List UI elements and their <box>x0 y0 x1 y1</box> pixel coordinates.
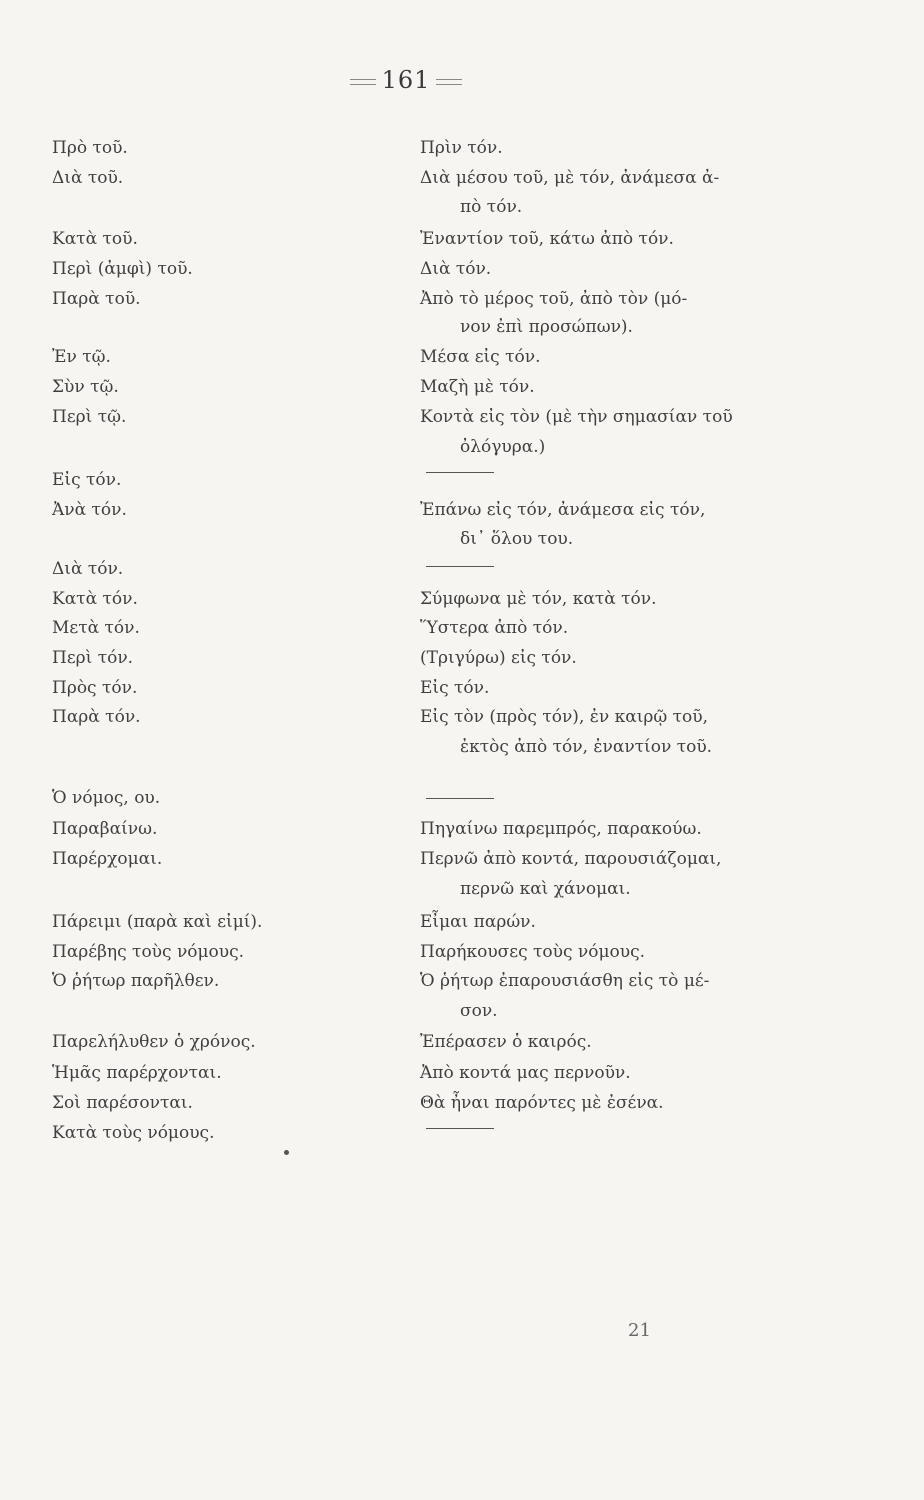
right-line: ἐκτὸς ἀπὸ τόν, ἐναντίον τοῦ. <box>460 737 713 757</box>
section-divider <box>426 472 494 473</box>
left-line: Περὶ τῷ. <box>52 407 127 427</box>
right-line: νον ἐπὶ προσώπων). <box>460 317 633 337</box>
left-line: Περὶ τόν. <box>52 648 134 668</box>
left-line: Παρέρχομαι. <box>52 849 163 869</box>
right-line: δι᾽ ὅλου του. <box>460 529 574 549</box>
left-line: Ἡμᾶς παρέρχονται. <box>52 1063 222 1083</box>
left-line: Πρὸ τοῦ. <box>52 138 128 158</box>
right-line: Σύμφωνα μὲ τόν, κατὰ τόν. <box>420 589 657 609</box>
right-line: Εἰς τὸν (πρὸς τόν), ἐν καιρῷ τοῦ, <box>420 707 709 727</box>
right-line: σον. <box>460 1001 498 1021</box>
left-line: Παρέβης τοὺς νόμους. <box>52 942 245 962</box>
right-line: Ἀπὸ τὸ μέρος τοῦ, ἀπὸ τὸν (μό- <box>420 289 688 309</box>
left-line: Παρὰ τοῦ. <box>52 289 141 309</box>
signature-mark: 21 <box>628 1320 651 1341</box>
left-line: Πρὸς τόν. <box>52 678 138 698</box>
section-divider <box>426 798 494 799</box>
left-line: Διὰ τοῦ. <box>52 168 124 188</box>
right-line: Ὕστερα ἀπὸ τόν. <box>420 618 569 638</box>
page-number: 161 <box>381 66 431 94</box>
right-line: Παρήκουσες τοὺς νόμους. <box>420 942 646 962</box>
right-line: Ἐναντίον τοῦ, κάτω ἀπὸ τόν. <box>420 229 674 249</box>
right-line: Πηγαίνω παρεμπρός, παρακούω. <box>420 819 702 839</box>
left-line: Πάρειμι (παρὰ καὶ εἰμί). <box>52 912 263 932</box>
left-line: Ὁ ῥήτωρ παρῆλθεν. <box>52 971 220 991</box>
left-line: Σοὶ παρέσονται. <box>52 1093 193 1113</box>
right-line: Διὰ μέσου τοῦ, μὲ τόν, ἀνάμεσα ἀ- <box>420 168 720 188</box>
section-divider <box>426 566 494 567</box>
ink-dot <box>284 1150 289 1155</box>
left-line: Σὺν τῷ. <box>52 377 119 397</box>
right-line: Εἰς τόν. <box>420 678 490 698</box>
right-line: Ἐπέρασεν ὁ καιρός. <box>420 1032 592 1052</box>
right-line: Περνῶ ἀπὸ κοντά, παρουσιάζομαι, <box>420 849 722 869</box>
right-line: (Τριγύρω) εἰς τόν. <box>420 648 577 668</box>
right-line: πὸ τόν. <box>460 197 523 217</box>
left-line: Κατὰ τοὺς νόμους. <box>52 1123 215 1143</box>
page-header <box>336 66 476 94</box>
right-line: Εἶμαι παρών. <box>420 912 536 932</box>
left-line: Κατὰ τοῦ. <box>52 229 138 249</box>
left-line: Διὰ τόν. <box>52 559 124 579</box>
right-line: ὀλόγυρα.) <box>460 437 546 457</box>
left-line: Παρελήλυθεν ὁ χρόνος. <box>52 1032 256 1052</box>
left-line: Περὶ (ἀμφὶ) τοῦ. <box>52 259 193 279</box>
left-line: Εἰς τόν. <box>52 470 122 490</box>
left-line: Κατὰ τόν. <box>52 589 138 609</box>
right-line: Κοντὰ εἰς τὸν (μὲ τὴν σημασίαν τοῦ <box>420 407 733 427</box>
left-line: Ἐν τῷ. <box>52 347 111 367</box>
right-line: Ἀπὸ κοντά μας περνοῦν. <box>420 1063 631 1083</box>
left-line: Παρὰ τόν. <box>52 707 141 727</box>
header-rule-right <box>436 79 462 85</box>
left-line: Παραβαίνω. <box>52 819 158 839</box>
right-line: Μαζὴ μὲ τόν. <box>420 377 535 397</box>
right-line: Διὰ τόν. <box>420 259 492 279</box>
left-line: Ἀνὰ τόν. <box>52 500 127 520</box>
left-line: Μετὰ τόν. <box>52 618 140 638</box>
section-divider <box>426 1128 494 1129</box>
right-line: Μέσα εἰς τόν. <box>420 347 541 367</box>
right-line: Θὰ ἦναι παρόντες μὲ ἐσένα. <box>420 1093 664 1113</box>
right-line: Ὁ ῥήτωρ ἐπαρουσιάσθη εἰς τὸ μέ- <box>420 971 710 991</box>
right-line: Πρὶν τόν. <box>420 138 503 158</box>
right-line: περνῶ καὶ χάνομαι. <box>460 879 631 899</box>
right-line: Ἐπάνω εἰς τόν, ἀνάμεσα εἰς τόν, <box>420 500 706 520</box>
header-rule-left <box>350 79 376 85</box>
left-line: Ὁ νόμος, ου. <box>52 788 161 808</box>
